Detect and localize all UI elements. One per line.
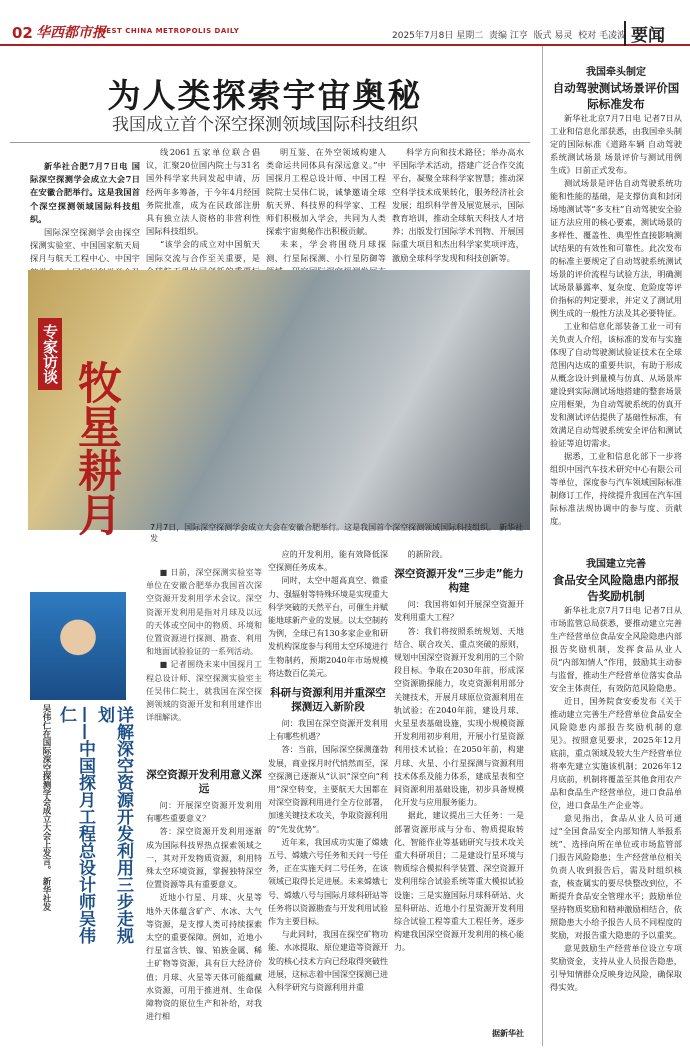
section-label: 要闻 xyxy=(624,21,665,46)
interview-intro: ■ 日前，深空探测实验室等单位在安徽合肥举办我国首次深空资源开发利用学术会议。深空资源开发利用是指对月球及以远的天体或空间中的物质、环境和位置资源进行探测、勘查、利用和地面试验验证的一系列活动。 ■ 记者围绕未来中国探月工程总设计师、深空探测实验室主任吴伟仁院士，就我国在深空探测领域的资源开发和利用建作出详细解读。 xyxy=(146,568,262,723)
photo-caption: 7月7日，国际深空探测学会成立大会在安徽合肥举行。这是我国首个深空探测领域国际科技组织。 新华社发 xyxy=(150,523,523,543)
brand-logo: 华西都市报 xyxy=(36,25,106,41)
lead-column-1: 新华社合肥7月7日电 国际深空探测学会成立大会7日在安徽合肥举行。这是我国首个深空探测领域国际科技组织。 国际深空探测学会由探空探测实验室、中国国家航天局探月与航天工程中心、中国宇 xyxy=(30,161,140,264)
lead-column-3: 明互鉴、在外空领域构建人类命运共同体具有深远意义。”中国探月工程总设计师、中国工程院院士吴伟仁说，诚挚邀请全球航天界、科技界的科学家、工程师们积极加入学会，共同为人类探索宇宙奥秘作出积极贡献。 未来，学会将围绕月球探测、行星际探测、小行星防御等 xyxy=(266,147,386,263)
lead-column-2: 线2061五家单位联合倡议，汇聚20位国内院士与31名国外科学家共同发起申请，历经两年多筹备，于今年4月经国务院批准，成为在民政部注册具有独立法人资格的非营利性国际科技组织。 “该学会的成立对中国航天国际交流与合作至关重要，是 xyxy=(146,147,260,263)
header-meta xyxy=(392,28,626,41)
issue-date: 2025年7月8日 星期二 xyxy=(392,31,484,41)
interview-title: 牧星耕月 xyxy=(70,360,121,536)
section-1: 深空资源开发利用意义深远 问：开展深空资源开发利用有哪些重要意义？ 答：深空资源开发利用逐渐成为国际科技界热点探索领域之一，其对开发物质资源，利用特殊太空环境资源，掌握独特深空位置资源等具有重要意义。 近地小行星、月球、火星等地外天体蕴含矿产、水冰、大气等资源，是支撑人类可持续探索太空的重要保障。例如，近地小行星富含铁、镍、铂族金属、稀土矿物等资源，具有巨大经济价值；月球、火星等天体可能蕴藏水资源，可用于推进剂、生命保障物资的原位生产和补给，对我进行相 xyxy=(146,769,262,1022)
interview-label: 专家访谈 xyxy=(38,318,62,390)
portrait-caption: 吴伟仁在国际深空探测学会成立大会上发言。 新华社发 xyxy=(41,704,51,911)
section-2: 应的开发利用，能有效降低深空探测任务成本。 同时，太空中超高真空、微重力、强辐射等特殊环境是实现重大科学突破的天然平台，可催生并赋能地球新产业的发展。以太空制药为例，全球已有130多家企业和研发机构深度参与利用太空环境进行生物制药，预期2040年市场规模将达数百亿美元。 科研与资源利用并重深空探测迈入新阶段 问：我国在深空资源开发利用上有哪些机遇？ 答：当前，国际深空探测蓬勃发展，商业探月时代悄然而至，深空探测已逐渐从“认识”深空向“利用”深空转变，主要航天大国都在对深空资源利用进行全方位部署，加速关键技术攻关，争取资源利用的“先发优势”。 近年来，我国成功实施了嫦娥五号、嫦娥六号任务和天问一号任务，正在实施天问二号任务，在该领域已取得长足进展。未来嫦娥七号、嫦娥八号与国际月球科研站等任务将以资源勘查与开发利用试验作为主要目标。 与此同时，我国在探空矿物功能、水冰提取、原位建造等资源开发的核心技术方向已经取得突破性进展，这标志着中国深空探测已进入科学研究与资源利用并重 xyxy=(268,550,388,993)
headline-rule xyxy=(10,142,530,143)
proofreader: 校对 毛凌波 xyxy=(578,31,627,41)
lead-column-4: 科学方向和技术路径；举办高水平国际学术活动，搭建广泛合作交流平台，凝聚全球科学家智慧；推动深空科学技术成果转化，服务经济社会发展；组织科学普及展览展示，国际教育培训，推动全球航天科技人才培养；出版发行国际学术刊物、开展国际重大项目和杰出科学家奖项评选，激励全球科学发现和科技创新等。 xyxy=(392,147,524,263)
portrait-photo xyxy=(30,592,126,700)
main-subhead: 我国成立首个深空探测领域国际科技组织 xyxy=(112,115,418,135)
main-headline: 为人类探索宇宙奥秘 xyxy=(107,76,423,115)
brand-english: WEST CHINA METROPOLIS DAILY xyxy=(98,27,240,35)
interview-headline: 详解深空资源开发利用三步走规划 ——中国探月工程总设计师吴伟仁 xyxy=(56,706,133,944)
right-column-divider xyxy=(542,46,543,1046)
article-credit: 据新华社 xyxy=(492,1029,524,1038)
section-3: 的新阶段。 深空资源开发“三步走”能力构建 问：我国将如何开展深空资源开发利用重大工程？ 答：我们将按照系统规划、天地结合、联合攻关、重点突破的原则，规划中国深空资源开发利用的三个阶段目标。争取在2030年前，形成深空资源勘探能力，攻克资源利用部分关键技术，开展月球原位资源利用在轨试验；在2040年前，建设月球、火星星表基础设施，实现小规模资源开发利用初步利用，开展小行星资源利用技术试验；在2050年前，构建月球、火星、小行星探测与资源利用技术体系及能力体系，建成星表和空间资源利用基础设施，初步具备规模化开发与应用服务能力。 据此，建议提出三大任务：一是部署资源形成与分布、物质提取转化、智能作业等基础研究与技术攻关重大科研项目；二是建设行星环境与物质综合模拟科学装置、深空资源开发利用综合试验系统等重大模拟试验设施；三是实施国际月球科研站、火星科研站、近地小行星资源开发利用综合试验工程等重大工程任务，逐步构建我国深空资源开发利用的核心能力。 xyxy=(394,550,524,953)
designer: 版式 易灵 xyxy=(533,31,573,41)
article-food-safety: 我国建立完善 食品安全风险隐患内部报告奖励机制 新华社北京7月7日电 记者7日从市场监管总局获悉，要推动建立完善生产经营单位食品安全风险隐患内部报告奖励机制，发挥食品从业人员“内部知情人”作用，鼓励其主动参与监督，推动生产经营单位落实食品安全主体责任，有效防范风险隐患。 近日，国务院食安委发布《关于推动建立完善生产经营单位食品安全风险隐患内部报告奖励机制的意见》。按照意见要求，2025年12月底前，重点领域及较大生产经营单位将率先建立实施该机制；2026年12月底前，机制将覆盖至其他食用农产品和食品生产经营单位，进口食品单位，进口食品生产企业等。 意见指出，食品从业人员可通过“全国食品安全内部知情人举报系统”、选择向所在单位或市场监管部门报告风险隐患；生产经营单位相关负责人收到报告后，需及时组织核查，核查属实的要尽快整改到位，不断提升食品安全管理水平；鼓励单位坚持物质奖励和精神激励相结合，依照隐患大小给予报告人员不同程度的奖励，对报告重大隐患的予以重奖。 意见鼓励生产经营单位设立专项奖励资金，支持从业人员报告隐患，引导知情群众反映身边风险，确保取得实效。 xyxy=(550,559,682,992)
editor: 责编 江亨 xyxy=(488,31,528,41)
article-autodrive: 我国牵头制定 自动驾驶测试场景评价国际标准发布 新华社北京7月7日电 记者7日从工业和信息化部获悉，由我国牵头制定的国际标准《道路车辆 自动驾驶系统测试场景 场景评价与测试用例生成》日前正式发布。 测试场景是评估自动驾驶系统功能和性能的基础，是支撑仿真和封闭场地测试等“多支柱”自动驾驶安全验证方法应用的核心要素，测试场景的多样性、覆盖性、典型性直接影响测试结果的有效性和可靠性。此次发布的标准主要规定了自动驾驶系统测试场景的评价流程与试验方法，明确测试场景暴露率、复杂度、危险度等评价指标的判定要求，并定义了测试用例生成的一般性方法及其必要特征。 工业和信息化部装备工业一司有关负责人介绍，该标准的发布与实施体现了自动驾驶测试验证技术在全球范围内达成的重要共识，有助于形成从概念设计到量模与仿真、从场景库建设到实际测试场地搭建的整套场景应用框架，为自动驾驶系统的仿真开发和测试评估提供了基础性标准，有效满足自动驾驶系统安全评估和测试验证等迫切需求。 据悉，工业和信息化部下一步将组织中国汽车技术研究中心有限公司等单位，深度参与汽车领域国际标准制修订工作，持续提升我国在汽车国际标准法规协调中的参与度、贡献度。 xyxy=(550,67,682,526)
page-number: 02 xyxy=(12,24,33,42)
